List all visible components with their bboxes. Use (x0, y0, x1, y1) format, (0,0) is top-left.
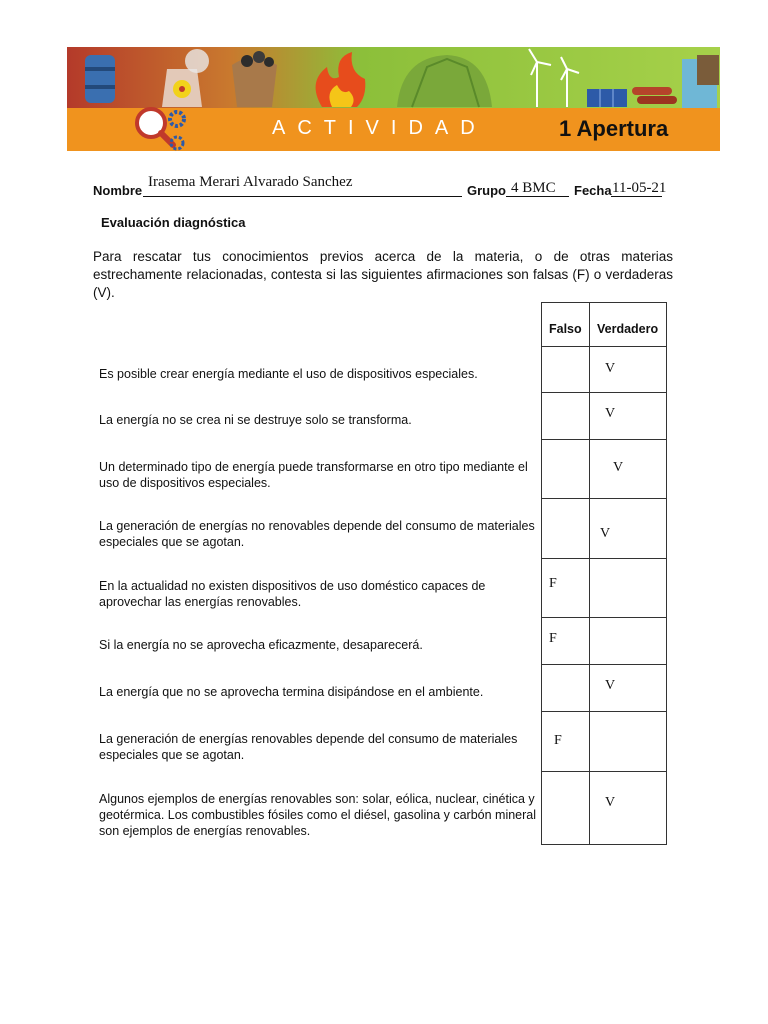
question-7: La energía que no se aprovecha termina disipándose en el ambiente. (99, 685, 484, 699)
nombre-line (143, 196, 462, 197)
answer-mark-4: V (600, 526, 611, 541)
grupo-label: Grupo (467, 183, 506, 198)
row-divider (542, 439, 666, 440)
question-2: La energía no se crea ni se destruye solo se transforma. (99, 413, 412, 427)
question-6: Si la energía no se aprovecha eficazmente, desaparecerá. (99, 638, 423, 652)
answer-table (541, 302, 667, 845)
column-header-falso: Falso (549, 322, 582, 336)
question-8: La generación de energías renovables depende del consumo de materiales especiales que se agotan. (99, 732, 518, 762)
magnifier-gear-icon (131, 105, 191, 151)
row-divider (542, 711, 666, 712)
grupo-value: 4 BMC (511, 180, 556, 196)
answer-mark-7: V (605, 678, 616, 693)
answer-mark-2: V (605, 406, 616, 421)
row-divider (542, 558, 666, 559)
answer-mark-3: V (613, 460, 624, 475)
answer-mark-6: F (549, 631, 557, 646)
answer-mark-9: V (605, 795, 616, 810)
question-4: La generación de energías no renovables depende del consumo de materiales especiales que se agotan. (99, 519, 535, 549)
row-divider (542, 771, 666, 772)
question-9: Algunos ejemplos de energías renovables son: solar, eólica, nuclear, cinética y geotérmica. Los combustibles fósiles como el diésel, gasolina y carbón mineral son ejemplos de energías renovables. (99, 792, 537, 838)
answer-mark-5: F (549, 576, 557, 591)
row-divider (542, 617, 666, 618)
nombre-value: Irasema Merari Alvarado Sanchez (148, 174, 353, 190)
column-header-verdadero: Verdadero (597, 322, 659, 336)
question-3: Un determinado tipo de energía puede transformarse en otro tipo mediante el uso de dispositivos especiales. (99, 460, 528, 490)
row-divider (542, 346, 666, 347)
banner-apertura-label: 1 Apertura (559, 116, 669, 141)
row-divider (542, 498, 666, 499)
answer-mark-8: F (554, 733, 562, 748)
nombre-label: Nombre (93, 183, 143, 198)
intro-paragraph: Para rescatar tus conocimientos previos acerca de la materia, o de otras materias estrechamente relacionadas, contesta si las siguientes afirmaciones son falsas (F) o verdaderas (V). (93, 249, 673, 300)
question-5: En la actualidad no existen dispositivos de uso doméstico capaces de aprovechar las energías renovables. (99, 579, 486, 609)
fecha-label: Fecha (574, 183, 612, 198)
row-divider (542, 392, 666, 393)
banner-activity-label: ACTIVIDAD (272, 117, 487, 139)
energy-illustration (67, 47, 720, 108)
row-divider (542, 664, 666, 665)
question-1: Es posible crear energía mediante el uso de dispositivos especiales. (99, 367, 478, 381)
column-divider (589, 303, 590, 844)
answer-mark-1: V (605, 361, 616, 376)
section-title: Evaluación diagnóstica (101, 215, 246, 230)
fecha-value: 11-05-21 (612, 180, 667, 196)
activity-banner (67, 47, 720, 151)
